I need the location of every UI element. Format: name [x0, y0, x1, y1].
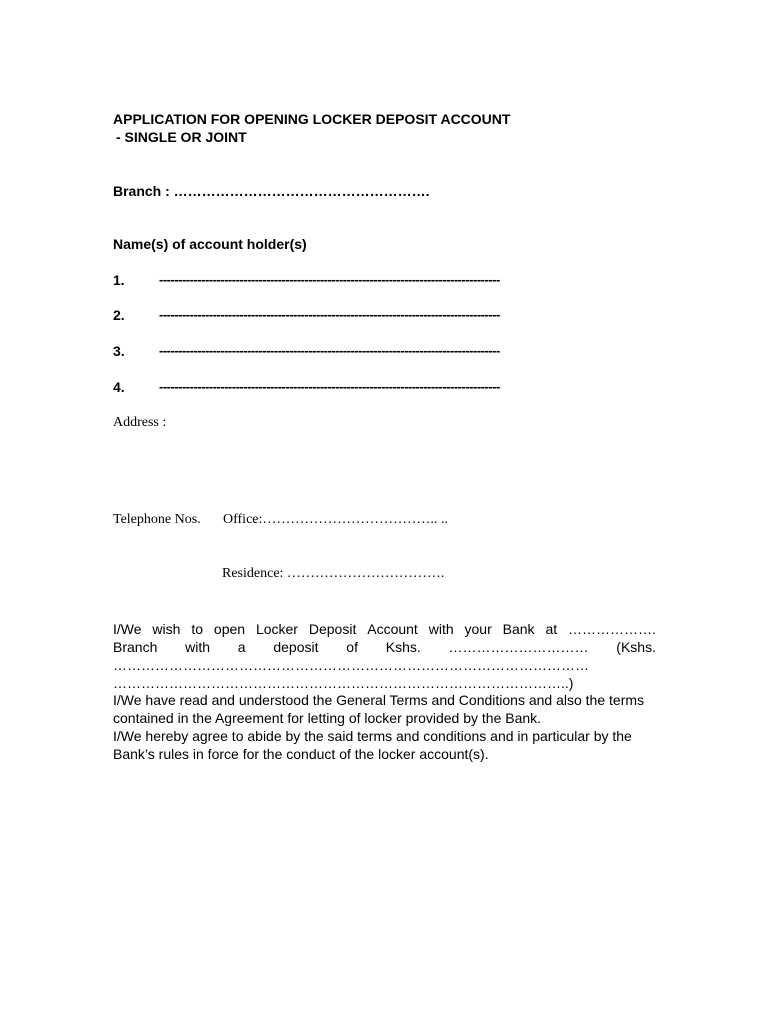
word: deposit [273, 639, 319, 655]
residence-phone-field: Residence: ……………………………. [222, 566, 445, 581]
holder-number-2: 2. [113, 307, 125, 323]
word: Bank [502, 621, 535, 637]
form-subtitle: - SINGLE OR JOINT [116, 129, 247, 145]
holder-line-2: ----------------------------------------------------------------------------------------- [159, 307, 500, 322]
agreement-paragraph: I/We hereby agree to abide by the said terms and conditions and in particular by the Bank’s rules in force for the conduct of the locker account(s). [113, 728, 632, 762]
word: Branch [113, 639, 158, 655]
word: Deposit [308, 621, 357, 637]
word: Kshs. [385, 639, 421, 655]
word: a [237, 639, 246, 655]
holder-number-4: 4. [113, 379, 125, 395]
holder-number-3: 3. [113, 343, 125, 359]
word: your [464, 621, 492, 637]
word: with [185, 639, 211, 655]
word: wish [152, 621, 181, 637]
deposit-words-blank-1: ………………………………………………………………………………………… [113, 657, 589, 673]
word: of [346, 639, 358, 655]
deposit-amount-blank: ………………………… [448, 639, 589, 655]
terms-paragraph: I/We have read and understood the General Terms and Conditions and also the terms contained in the Agreement for letting of locker provided by the Bank. [113, 692, 645, 726]
holder-line-4: ----------------------------------------------------------------------------------------- [159, 379, 500, 394]
form-title: APPLICATION FOR OPENING LOCKER DEPOSIT ACCOUNT [113, 111, 511, 127]
deposit-words-blank-2: ……………………………………………………………………………………..) [113, 675, 574, 691]
address-label: Address : [113, 415, 167, 430]
word: to [191, 621, 204, 637]
locker-request-paragraph [113, 620, 656, 692]
holder-number-1: 1. [113, 272, 125, 288]
holder-line-1: ----------------------------------------------------------------------------------------- [159, 272, 500, 287]
office-phone-field: Office:……………………………….. .. [223, 512, 448, 527]
telephone-label: Telephone Nos. [113, 512, 201, 527]
holders-heading: Name(s) of account holder(s) [113, 236, 307, 252]
para1-row1 [113, 620, 656, 638]
word: (Kshs. [616, 639, 656, 655]
word: open [213, 621, 246, 637]
para1-row2 [113, 638, 656, 656]
word: at [545, 621, 558, 637]
word: Account [367, 621, 418, 637]
holder-line-3: ----------------------------------------------------------------------------------------- [159, 343, 500, 358]
branch-field: Branch : ………………………………………………. [113, 183, 430, 199]
bank-location-blank: ………………. [568, 621, 656, 637]
word: I/We [113, 621, 142, 637]
word: Locker [255, 621, 298, 637]
word: with [428, 621, 454, 637]
